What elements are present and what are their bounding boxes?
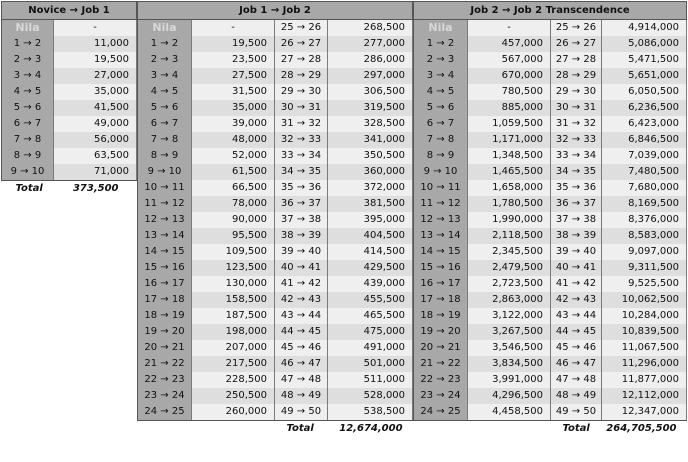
exp-value-cell: -	[192, 20, 275, 37]
exp-value-cell: 1,465,500	[468, 164, 551, 180]
exp-value-cell: 71,000	[54, 164, 137, 181]
table-row	[138, 132, 413, 148]
table-row	[414, 244, 687, 260]
total-label: Total	[551, 421, 602, 438]
table-row	[2, 148, 137, 164]
table-row	[414, 68, 687, 84]
exp-value-cell: 63,500	[54, 148, 137, 164]
level-range-cell: 23 → 24	[414, 388, 468, 404]
level-range-cell: 25 → 26	[551, 20, 602, 37]
exp-value-cell: 5,471,500	[602, 52, 687, 68]
level-range-cell: 35 → 36	[275, 180, 328, 196]
total-label: Total	[275, 421, 328, 438]
exp-value-cell: 780,500	[468, 84, 551, 100]
exp-value-cell: 207,000	[192, 340, 275, 356]
level-range-cell: 45 → 46	[275, 340, 328, 356]
level-range-cell: 5 → 6	[2, 100, 54, 116]
exp-value-cell: 404,500	[328, 228, 413, 244]
exp-value-cell: 39,000	[192, 116, 275, 132]
level-range-cell: 4 → 5	[2, 84, 54, 100]
level-range-cell: 17 → 18	[414, 292, 468, 308]
level-range-cell: 16 → 17	[414, 276, 468, 292]
exp-value-cell: 3,122,000	[468, 308, 551, 324]
exp-value-cell: 7,039,000	[602, 148, 687, 164]
level-range-cell: 4 → 5	[138, 84, 192, 100]
table-row	[414, 84, 687, 100]
table-row	[138, 196, 413, 212]
exp-value-cell: 12,112,000	[602, 388, 687, 404]
exp-value-cell: 123,500	[192, 260, 275, 276]
exp-value-cell: 8,376,000	[602, 212, 687, 228]
level-range-cell: 10 → 11	[414, 180, 468, 196]
level-range-cell: 36 → 37	[551, 196, 602, 212]
level-range-cell: 3 → 4	[414, 68, 468, 84]
level-range-cell: 13 → 14	[138, 228, 192, 244]
exp-value-cell: 381,500	[328, 196, 413, 212]
level-range-cell: 34 → 35	[551, 164, 602, 180]
level-range-cell: 45 → 46	[551, 340, 602, 356]
exp-value-cell: 23,500	[192, 52, 275, 68]
table-row	[138, 180, 413, 196]
table-header: Job 1 → Job 2	[138, 2, 413, 20]
exp-value-cell: 9,097,000	[602, 244, 687, 260]
table-row	[138, 68, 413, 84]
exp-value-cell: 2,345,500	[468, 244, 551, 260]
exp-value-cell: 11,000	[54, 36, 137, 52]
level-range-cell: 37 → 38	[275, 212, 328, 228]
total-row	[138, 421, 413, 438]
table-row	[414, 372, 687, 388]
table-row	[414, 260, 687, 276]
level-range-cell: 27 → 28	[551, 52, 602, 68]
exp-value-cell: 217,500	[192, 356, 275, 372]
table-row	[2, 132, 137, 148]
level-range-cell: 28 → 29	[275, 68, 328, 84]
level-range-cell: 39 → 40	[551, 244, 602, 260]
level-range-cell: 21 → 22	[138, 356, 192, 372]
exp-value-cell: 1,171,000	[468, 132, 551, 148]
exp-value-cell: 277,000	[328, 36, 413, 52]
level-range-cell: 27 → 28	[275, 52, 328, 68]
table-row	[414, 212, 687, 228]
level-range-cell: 23 → 24	[138, 388, 192, 404]
exp-value-cell: 56,000	[54, 132, 137, 148]
table-row	[138, 276, 413, 292]
level-range-cell: 22 → 23	[138, 372, 192, 388]
table-row	[2, 116, 137, 132]
exp-value-cell: 455,500	[328, 292, 413, 308]
exp-value-cell: 7,680,000	[602, 180, 687, 196]
exp-value-cell: 6,236,500	[602, 100, 687, 116]
table-row	[414, 100, 687, 116]
table-row	[138, 244, 413, 260]
exp-value-cell: 885,000	[468, 100, 551, 116]
level-range-cell: 4 → 5	[414, 84, 468, 100]
exp-value-cell: 429,500	[328, 260, 413, 276]
exp-value-cell: 27,500	[192, 68, 275, 84]
exp-value-cell: 109,500	[192, 244, 275, 260]
exp-value-cell: 297,000	[328, 68, 413, 84]
table-row	[414, 308, 687, 324]
level-range-cell: 19 → 20	[414, 324, 468, 340]
table-row	[2, 36, 137, 52]
level-range-cell: 9 → 10	[414, 164, 468, 180]
level-range-cell: 6 → 7	[138, 116, 192, 132]
level-range-cell: 30 → 31	[551, 100, 602, 116]
exp-value-cell: 10,284,000	[602, 308, 687, 324]
exp-value-cell: 10,839,500	[602, 324, 687, 340]
total-row	[2, 181, 137, 198]
table-row	[414, 148, 687, 164]
exp-value-cell: 2,723,500	[468, 276, 551, 292]
table-row	[138, 260, 413, 276]
table-row	[414, 52, 687, 68]
exp-value-cell: 457,000	[468, 36, 551, 52]
exp-value-cell: 306,500	[328, 84, 413, 100]
level-range-cell: 29 → 30	[275, 84, 328, 100]
table-row	[414, 180, 687, 196]
exp-value-cell: 1,780,500	[468, 196, 551, 212]
table-row	[414, 292, 687, 308]
level-range-cell: 43 → 44	[275, 308, 328, 324]
level-range-cell: 46 → 47	[551, 356, 602, 372]
exp-value-cell: 4,914,000	[602, 20, 687, 37]
exp-value-cell: 511,000	[328, 372, 413, 388]
level-range-cell: 9 → 10	[138, 164, 192, 180]
total-value: 12,674,000	[328, 421, 413, 438]
exp-value-cell: 3,834,500	[468, 356, 551, 372]
table-row	[138, 148, 413, 164]
exp-value-cell: 11,067,500	[602, 340, 687, 356]
exp-value-cell: 2,863,000	[468, 292, 551, 308]
table-row	[138, 52, 413, 68]
level-range-cell: 24 → 25	[138, 404, 192, 421]
level-range-cell: 15 → 16	[138, 260, 192, 276]
level-range-cell: 47 → 48	[275, 372, 328, 388]
exp-value-cell: 228,500	[192, 372, 275, 388]
exp-value-cell: 19,500	[192, 36, 275, 52]
table-row	[2, 164, 137, 181]
novice-to-job1-table	[1, 1, 137, 197]
level-range-cell: 11 → 12	[414, 196, 468, 212]
exp-value-cell: 90,000	[192, 212, 275, 228]
table-header: Novice → Job 1	[2, 2, 137, 20]
exp-value-cell: 19,500	[54, 52, 137, 68]
level-range-cell: 36 → 37	[275, 196, 328, 212]
level-range-cell: 8 → 9	[2, 148, 54, 164]
level-range-cell: 2 → 3	[138, 52, 192, 68]
level-range-cell: 7 → 8	[138, 132, 192, 148]
exp-value-cell: 3,546,500	[468, 340, 551, 356]
table-row	[138, 84, 413, 100]
table-row	[414, 340, 687, 356]
exp-value-cell: 5,086,000	[602, 36, 687, 52]
table-row	[138, 212, 413, 228]
level-range-cell: 22 → 23	[414, 372, 468, 388]
exp-value-cell: -	[54, 20, 137, 37]
exp-value-cell: 286,000	[328, 52, 413, 68]
table-row	[138, 404, 413, 421]
table-row	[2, 52, 137, 68]
exp-value-cell: 8,169,500	[602, 196, 687, 212]
exp-value-cell: 31,500	[192, 84, 275, 100]
total-row	[414, 421, 687, 438]
level-range-cell: 30 → 31	[275, 100, 328, 116]
exp-value-cell: 372,000	[328, 180, 413, 196]
exp-value-cell: 5,651,000	[602, 68, 687, 84]
exp-value-cell: 1,990,000	[468, 212, 551, 228]
level-range-cell: 3 → 4	[138, 68, 192, 84]
level-range-cell: 38 → 39	[551, 228, 602, 244]
table-row	[138, 372, 413, 388]
exp-value-cell: 8,583,000	[602, 228, 687, 244]
level-range-cell: 48 → 49	[275, 388, 328, 404]
level-range-cell: 48 → 49	[551, 388, 602, 404]
level-range-cell: 33 → 34	[275, 148, 328, 164]
table-row	[138, 292, 413, 308]
level-range-cell: 16 → 17	[138, 276, 192, 292]
exp-value-cell: 4,296,500	[468, 388, 551, 404]
level-range-cell: 32 → 33	[275, 132, 328, 148]
exp-value-cell: 95,500	[192, 228, 275, 244]
level-range-cell: 42 → 43	[275, 292, 328, 308]
table-row	[138, 20, 413, 37]
exp-value-cell: 41,500	[54, 100, 137, 116]
level-range-cell: 9 → 10	[2, 164, 54, 181]
exp-value-cell: 78,000	[192, 196, 275, 212]
exp-value-cell: 1,658,000	[468, 180, 551, 196]
table-row	[414, 228, 687, 244]
level-range-cell: 5 → 6	[414, 100, 468, 116]
table-row	[414, 196, 687, 212]
total-label: Total	[2, 181, 54, 198]
exp-value-cell: -	[468, 20, 551, 37]
exp-value-cell: 528,000	[328, 388, 413, 404]
level-range-cell: Nila	[414, 20, 468, 37]
level-range-cell: 13 → 14	[414, 228, 468, 244]
exp-value-cell: 414,500	[328, 244, 413, 260]
exp-value-cell: 360,000	[328, 164, 413, 180]
exp-value-cell: 6,423,000	[602, 116, 687, 132]
level-range-cell: 34 → 35	[275, 164, 328, 180]
exp-value-cell: 6,846,500	[602, 132, 687, 148]
exp-value-cell: 491,000	[328, 340, 413, 356]
level-range-cell: 24 → 25	[414, 404, 468, 421]
exp-value-cell: 52,000	[192, 148, 275, 164]
level-range-cell: 25 → 26	[275, 20, 328, 37]
exp-value-cell: 48,000	[192, 132, 275, 148]
exp-value-cell: 158,500	[192, 292, 275, 308]
level-range-cell: 5 → 6	[138, 100, 192, 116]
table-row	[138, 100, 413, 116]
level-range-cell: Nila	[2, 20, 54, 37]
level-range-cell: 12 → 13	[138, 212, 192, 228]
level-range-cell: 35 → 36	[551, 180, 602, 196]
level-range-cell: 6 → 7	[414, 116, 468, 132]
table-row	[2, 20, 137, 37]
table-row	[414, 356, 687, 372]
exp-value-cell: 341,000	[328, 132, 413, 148]
level-range-cell: 40 → 41	[275, 260, 328, 276]
table-row	[414, 404, 687, 421]
level-range-cell: 8 → 9	[414, 148, 468, 164]
exp-value-cell: 538,500	[328, 404, 413, 421]
level-range-cell: 40 → 41	[551, 260, 602, 276]
level-range-cell: 39 → 40	[275, 244, 328, 260]
table-row	[2, 68, 137, 84]
level-range-cell: 14 → 15	[138, 244, 192, 260]
level-range-cell: 46 → 47	[275, 356, 328, 372]
exp-value-cell: 2,479,500	[468, 260, 551, 276]
level-range-cell: 20 → 21	[414, 340, 468, 356]
level-range-cell: 37 → 38	[551, 212, 602, 228]
total-value: 373,500	[54, 181, 137, 198]
level-range-cell: 15 → 16	[414, 260, 468, 276]
level-range-cell: 19 → 20	[138, 324, 192, 340]
exp-value-cell: 1,059,500	[468, 116, 551, 132]
level-range-cell: Nila	[138, 20, 192, 37]
table-row	[414, 276, 687, 292]
table-row	[138, 116, 413, 132]
level-range-cell: 11 → 12	[138, 196, 192, 212]
exp-value-cell: 1,348,500	[468, 148, 551, 164]
exp-value-cell: 3,991,000	[468, 372, 551, 388]
table-row	[138, 228, 413, 244]
job1-to-job2-table	[137, 1, 413, 437]
exp-value-cell: 35,000	[192, 100, 275, 116]
level-range-cell: 28 → 29	[551, 68, 602, 84]
exp-value-cell: 4,458,500	[468, 404, 551, 421]
exp-value-cell: 61,500	[192, 164, 275, 180]
exp-value-cell: 35,000	[54, 84, 137, 100]
level-range-cell: 7 → 8	[414, 132, 468, 148]
exp-value-cell: 465,500	[328, 308, 413, 324]
level-range-cell: 32 → 33	[551, 132, 602, 148]
level-range-cell: 1 → 2	[138, 36, 192, 52]
level-range-cell: 43 → 44	[551, 308, 602, 324]
exp-value-cell: 395,000	[328, 212, 413, 228]
exp-value-cell: 268,500	[328, 20, 413, 37]
level-range-cell: 26 → 27	[275, 36, 328, 52]
exp-value-cell: 7,480,500	[602, 164, 687, 180]
level-range-cell: 14 → 15	[414, 244, 468, 260]
exp-value-cell: 198,000	[192, 324, 275, 340]
level-range-cell: 49 → 50	[551, 404, 602, 421]
table-row	[138, 308, 413, 324]
table-row	[414, 164, 687, 180]
exp-value-cell: 187,500	[192, 308, 275, 324]
level-range-cell: 12 → 13	[414, 212, 468, 228]
table-row	[138, 340, 413, 356]
level-range-cell: 18 → 19	[414, 308, 468, 324]
level-range-cell: 49 → 50	[275, 404, 328, 421]
table-row	[138, 324, 413, 340]
exp-value-cell: 3,267,500	[468, 324, 551, 340]
level-range-cell: 41 → 42	[551, 276, 602, 292]
exp-value-cell: 11,877,000	[602, 372, 687, 388]
table-header: Job 2 → Job 2 Transcendence	[414, 2, 687, 20]
level-range-cell: 2 → 3	[2, 52, 54, 68]
table-row	[414, 116, 687, 132]
exp-value-cell: 501,000	[328, 356, 413, 372]
level-range-cell: 44 → 45	[551, 324, 602, 340]
level-range-cell: 47 → 48	[551, 372, 602, 388]
level-range-cell: 41 → 42	[275, 276, 328, 292]
table-row	[138, 36, 413, 52]
exp-value-cell: 2,118,500	[468, 228, 551, 244]
level-range-cell: 1 → 2	[414, 36, 468, 52]
exp-value-cell: 11,296,000	[602, 356, 687, 372]
table-row	[414, 132, 687, 148]
level-range-cell: 42 → 43	[551, 292, 602, 308]
exp-value-cell: 9,311,500	[602, 260, 687, 276]
table-row	[414, 36, 687, 52]
table-row	[138, 388, 413, 404]
level-range-cell: 1 → 2	[2, 36, 54, 52]
level-range-cell: 6 → 7	[2, 116, 54, 132]
level-range-cell: 31 → 32	[551, 116, 602, 132]
table-row	[414, 324, 687, 340]
exp-value-cell: 6,050,500	[602, 84, 687, 100]
level-range-cell: 26 → 27	[551, 36, 602, 52]
exp-value-cell: 66,500	[192, 180, 275, 196]
exp-value-cell: 475,000	[328, 324, 413, 340]
exp-value-cell: 350,500	[328, 148, 413, 164]
exp-value-cell: 328,500	[328, 116, 413, 132]
exp-value-cell: 12,347,000	[602, 404, 687, 421]
level-range-cell: 7 → 8	[2, 132, 54, 148]
exp-value-cell: 49,000	[54, 116, 137, 132]
level-range-cell: 33 → 34	[551, 148, 602, 164]
job2-to-transcendence-table	[413, 1, 687, 437]
level-range-cell: 2 → 3	[414, 52, 468, 68]
level-range-cell: 20 → 21	[138, 340, 192, 356]
exp-value-cell: 9,525,500	[602, 276, 687, 292]
level-range-cell: 17 → 18	[138, 292, 192, 308]
table-row	[2, 100, 137, 116]
exp-value-cell: 130,000	[192, 276, 275, 292]
level-range-cell: 10 → 11	[138, 180, 192, 196]
table-row	[2, 84, 137, 100]
exp-value-cell: 439,000	[328, 276, 413, 292]
exp-value-cell: 670,000	[468, 68, 551, 84]
exp-value-cell: 567,000	[468, 52, 551, 68]
level-range-cell: 3 → 4	[2, 68, 54, 84]
table-row	[138, 356, 413, 372]
table-row	[414, 20, 687, 37]
level-range-cell: 31 → 32	[275, 116, 328, 132]
exp-value-cell: 260,000	[192, 404, 275, 421]
level-range-cell: 44 → 45	[275, 324, 328, 340]
level-range-cell: 29 → 30	[551, 84, 602, 100]
exp-value-cell: 250,500	[192, 388, 275, 404]
exp-value-cell: 319,500	[328, 100, 413, 116]
level-range-cell: 18 → 19	[138, 308, 192, 324]
exp-value-cell: 10,062,500	[602, 292, 687, 308]
table-row	[414, 388, 687, 404]
level-range-cell: 21 → 22	[414, 356, 468, 372]
total-value: 264,705,500	[602, 421, 687, 438]
exp-value-cell: 27,000	[54, 68, 137, 84]
level-range-cell: 8 → 9	[138, 148, 192, 164]
table-row	[138, 164, 413, 180]
level-range-cell: 38 → 39	[275, 228, 328, 244]
